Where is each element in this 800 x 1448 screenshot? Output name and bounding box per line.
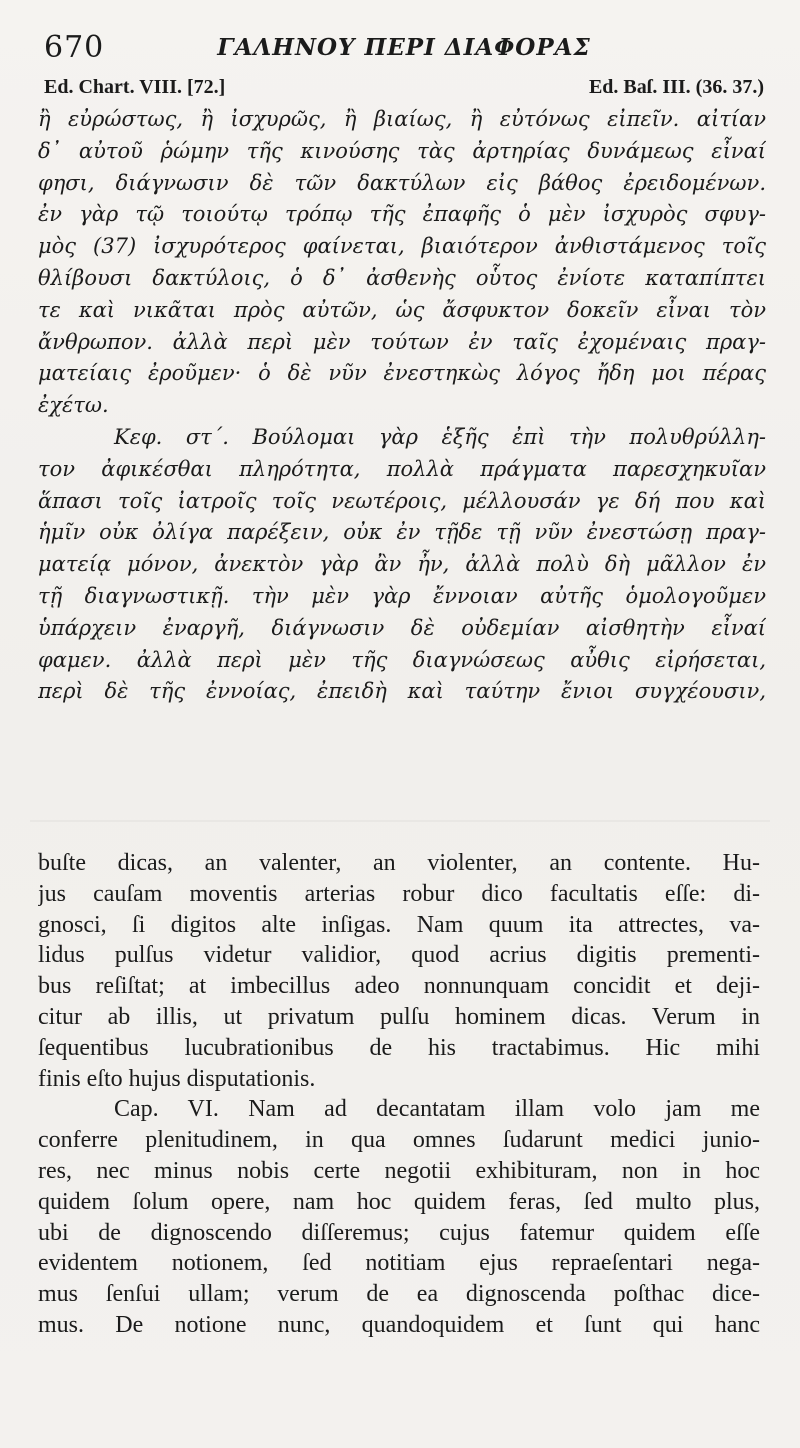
greek-line: ὑπάρχειν ἐναργῆ, διάγνωσιν δὲ οὐδεμίαν αἰσθητὴν εἶναί (38, 615, 766, 640)
edition-chartier-ref: Ed. Chart. VIII. [72.] (44, 76, 226, 98)
latin-line: finis eſto hujus disputationis. (38, 1065, 316, 1092)
greek-line: τῇ διαγνωστικῇ. τὴν μὲν γὰρ ἔννοιαν αὐτῆς ὁμολογοῦμεν (38, 583, 766, 608)
greek-line: ἐν γὰρ τῷ τοιούτῳ τρόπῳ τῆς ἐπαφῆς ὁ μὲν ἰσχυρὸς σφυγ- (38, 202, 766, 227)
greek-line: μὸς (37) ἰσχυρότερος φαίνεται, βιαιότερον ἀνθιστάμενος τοῖς (38, 234, 766, 259)
greek-line: τον ἀφικέσθαι πληρότητα, πολλὰ πράγματα παρεσχηκυῖαν (38, 456, 766, 481)
greek-line: περὶ δὲ τῆς ἐννοίας, ἐπειδὴ καὶ ταύτην ἔνιοι συγχέουσιν, (38, 679, 766, 704)
latin-line: conferre plenitudinem, in qua omnes ſudarunt medici junio- (38, 1127, 760, 1154)
greek-line: θλίβουσι δακτύλοις, ὁ δ᾽ ἀσθενὴς οὗτος ἐνίοτε καταπίπτει (38, 265, 766, 290)
latin-line: gnosci, ſi digitos alte inſigas. Nam quum ita attrectes, va- (38, 911, 760, 938)
latin-chapter-heading-line: Cap. VI. Nam ad decantatam illam volo jam me (114, 1096, 760, 1123)
latin-line: citur ab illis, ut privatum pulſu hominem dicas. Verum in (38, 1003, 760, 1030)
latin-line: jus cauſam moventis arterias robur dico facultatis eſſe: di- (38, 880, 760, 907)
running-title: ΓΑΛΗΝΟΥ ΠΕΡΙ ΔΙΑΦΟΡΑΣ (217, 34, 591, 61)
latin-line: mus ſenſui ullam; verum de ea dignoscenda poſthac dice- (38, 1281, 760, 1308)
greek-line: ἐχέτω. (38, 393, 109, 418)
greek-line: τε καὶ νικᾶται πρὸς αὐτῶν, ὡς ἄσφυκτον δοκεῖν εἶναι τὸν (38, 297, 766, 322)
latin-line: ſequentibus lucubrationibus de his tractabimus. Hic mihi (38, 1034, 760, 1061)
latin-line: bus reſiſtat; at imbecillus adeo nonnunquam concidit et deji- (38, 973, 760, 1000)
edition-basel-ref: Ed. Baſ. III. (36. 37.) (588, 76, 764, 98)
latin-line: mus. De notione nunc, quandoquidem et ſunt qui hanc (38, 1311, 760, 1338)
edition-reference-line (44, 76, 764, 104)
greek-line: ἡμῖν οὐκ ὀλίγα παρέξειν, οὐκ ἐν τῇδε τῇ νῦν ἐνεστώσῃ πραγ- (38, 520, 766, 545)
latin-line: lidus pulſus videtur validior, quod acrius digitis prementi- (38, 942, 760, 969)
latin-line: evidentem notionem, ſed notitiam ejus repraeſentari nega- (38, 1250, 760, 1277)
page-number: 670 (44, 30, 105, 65)
latin-line: ubi de dignoscendo diſſeremus; cujus fatemur quidem eſſe (38, 1219, 760, 1246)
greek-line: φησι, διάγνωσιν δὲ τῶν δακτύλων εἰς βάθος ἐρειδομένων. (38, 170, 766, 195)
greek-line: φαμεν. ἀλλὰ περὶ μὲν τῆς διαγνώσεως αὖθις εἰρήσεται, (38, 647, 766, 672)
latin-line: res, nec minus nobis certe negotii exhibituram, non in hoc (38, 1157, 760, 1184)
latin-line: buſte dicas, an valenter, an violenter, an contente. Hu- (38, 850, 760, 876)
latin-text-block (38, 848, 760, 1341)
greek-text-block (38, 104, 766, 708)
show-through-artifact (30, 820, 770, 822)
page-header (44, 24, 764, 64)
latin-line: quidem ſolum opere, nam hoc quidem feras, ſed multo plus, (38, 1188, 760, 1215)
greek-line: ἅπασι τοῖς ἰατροῖς τοῖς νεωτέροις, μέλλουσάν γε δή που καὶ (38, 488, 766, 513)
greek-chapter-heading-line: Κεφ. στ΄. Βούλομαι γὰρ ἑξῆς ἐπὶ τὴν πολυθρύλλη- (114, 424, 766, 449)
greek-line: δ᾽ αὐτοῦ ῥώμην τῆς κινούσης τὰς ἀρτηρίας δυνάμεως εἶναί (38, 138, 766, 163)
greek-line: ἢ εὐρώστως, ἢ ἰσχυρῶς, ἢ βιαίως, ἢ εὐτόνως εἰπεῖν. αἰτίαν (38, 107, 766, 131)
greek-line: ματείᾳ μόνον, ἀνεκτὸν γὰρ ἂν ἦν, ἀλλὰ πολὺ δὴ μᾶλλον ἐν (38, 552, 766, 577)
greek-line: ἄνθρωπον. ἀλλὰ περὶ μὲν τούτων ἐν ταῖς ἐχομέναις πραγ- (38, 329, 766, 354)
greek-line: ματείαις ἐροῦμεν· ὁ δὲ νῦν ἐνεστηκὼς λόγος ἤδη μοι πέρας (38, 361, 766, 386)
